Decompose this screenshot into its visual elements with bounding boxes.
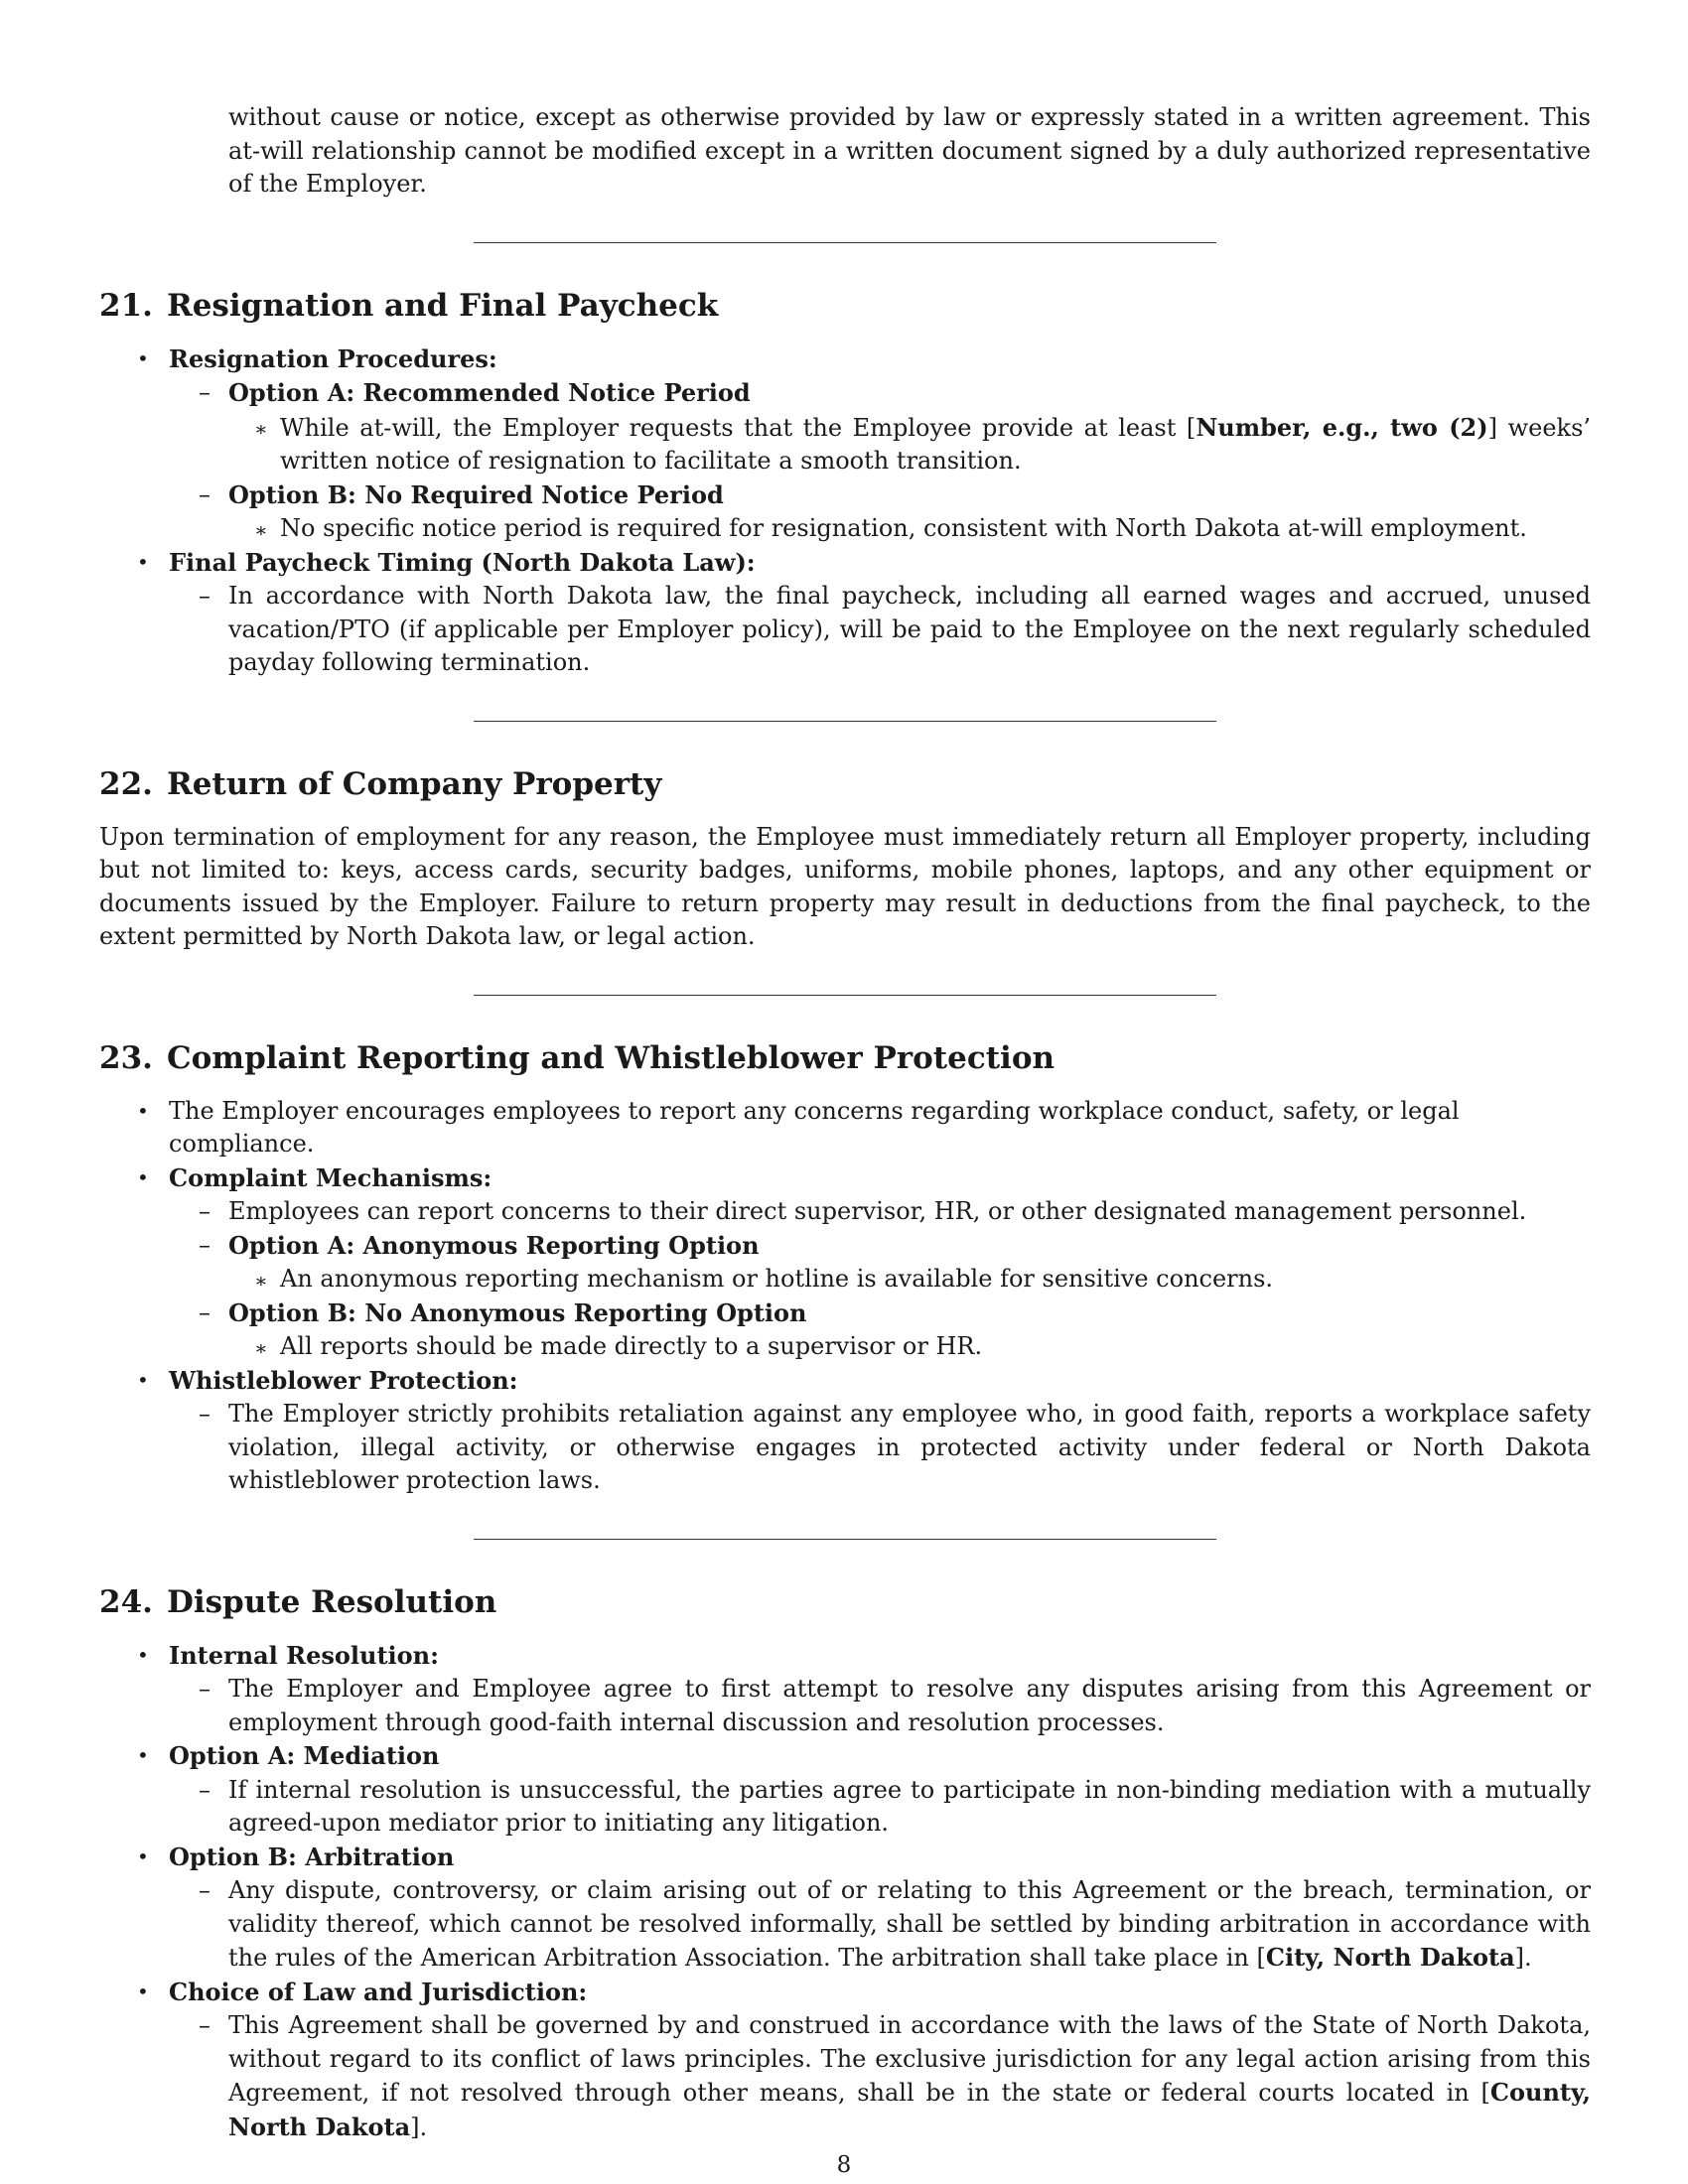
text-fragment: ] weeks’ written notice of resignation to facilitate a smooth transition. [280,413,1592,475]
list-item [169,478,1591,546]
list-item [169,1774,1591,1841]
item-text: Employees can report concerns to their direct supervisor, HR, or other designated management personnel. [228,1197,1527,1225]
list-item [99,342,1591,546]
option-label: Option B: No Required Notice Period [228,479,724,509]
bullet-icon: • [137,1642,149,1667]
item-text: An anonymous reporting mechanism or hotline is available for sensitive concerns. [280,1265,1274,1293]
bullet-list [99,342,1591,680]
item-text: In accordance with North Dakota law, the final paycheck, including all earned wages and accrued, unused vacation/PTO (if applicable per Employer policy), will be paid to the Employee on the next regularly scheduled payday following termination. [228,582,1591,676]
list-item [169,1398,1591,1498]
item-text: All reports should be made directly to a supervisor or HR. [280,1332,983,1360]
item-label: Resignation Procedures: [169,343,497,373]
placeholder-field: County, North Dakota [228,2078,1591,2141]
list-item [228,1263,1591,1297]
section-22 [99,764,1591,954]
option-label: Option A: Recommended Notice Period [228,378,751,407]
text-fragment: ]. [1514,1944,1532,1972]
asterisk-icon: ∗ [254,518,268,542]
sub-sub-list [228,1330,1591,1364]
option-label: Option B: No Anonymous Reporting Option [228,1297,807,1327]
section-number: 21. [99,287,153,324]
list-item [99,1639,1591,1740]
list-item [99,1364,1591,1498]
list-item [169,1297,1591,1364]
list-item [228,411,1591,478]
sub-list [169,580,1591,680]
item-label: Choice of Law and Jurisdiction: [169,1977,588,2006]
item-text: If internal resolution is unsuccessful, the parties agree to participate in non-binding mediation with a mutually agreed-upon mediator prior to initiating any litigation. [228,1775,1591,1837]
item-label: Internal Resolution: [169,1640,439,1670]
dash-icon: – [199,1230,211,1259]
item-label: Final Paycheck Timing (North Dakota Law): [169,547,756,577]
sub-sub-list [228,1263,1591,1297]
bullet-icon: • [137,1843,149,1868]
text-fragment: While at-will, the Employer requests that the Employee provide at least [ [280,413,1196,442]
item-text: No specific notice period is required for resignation, consistent with North Dakota at-will employment. [280,514,1527,542]
list-item [228,1330,1591,1364]
list-item [99,1841,1591,1976]
sub-list [169,376,1591,546]
sub-list [169,1673,1591,1739]
section-number: 23. [99,1039,153,1076]
section-divider [474,995,1216,996]
sub-sub-list [228,411,1591,478]
continuation-paragraph: without cause or notice, except as otherwise provided by law or expressly stated in a written agreement. This at-will relationship cannot be modified except in a written document signed by a duly authorized representative of the Employer. [228,103,1591,198]
list-item [99,546,1591,680]
page-content [99,101,1591,2144]
text-fragment: Any dispute, controversy, or claim arising out of or relating to this Agreement or the breach, termination, or validity thereof, which cannot be resolved informally, shall be settled by binding arbitration in accordance with the rules of the American Arbitration Association. The arbitration shall take place in [ [228,1876,1591,1972]
dash-icon: – [199,582,211,610]
section-divider [474,721,1216,722]
list-item [169,1229,1591,1297]
bullet-icon: • [137,1367,149,1392]
dash-icon: – [199,1197,211,1225]
asterisk-icon: ∗ [254,416,268,441]
item-label: Whistleblower Protection: [169,1365,518,1395]
section-divider [474,242,1216,243]
bullet-icon: • [137,1979,149,2003]
list-item [99,1739,1591,1841]
dash-icon: – [199,1775,211,1804]
text-fragment: ]. [410,2113,428,2141]
list-item [169,1673,1591,1739]
section-21 [99,286,1591,680]
bullet-icon: • [137,345,149,370]
option-label: Option B: Arbitration [169,1842,455,1871]
option-label: Option A: Mediation [169,1741,440,1770]
list-item [99,1976,1591,2145]
sub-sub-list [228,512,1591,546]
list-item [169,2009,1591,2144]
list-item [99,1095,1591,1161]
section-heading [99,1038,1591,1078]
sub-list [169,2009,1591,2144]
section-paragraph: Upon termination of employment for any reason, the Employee must immediately return all Employer property, including but not limited to: keys, access cards, security badges, uniforms, mobile phones, laptops, and any other equipment or documents issued by the Employer. Failure to return property may result in deductions from the final paycheck, to the extent permitted by North Dakota law, or legal action. [99,822,1591,950]
bullet-list [99,1095,1591,1498]
bullet-icon: • [137,549,149,574]
sub-list [169,1195,1591,1364]
section-divider [474,1539,1216,1540]
section-heading [99,1582,1591,1622]
asterisk-icon: ∗ [254,1269,268,1293]
bullet-list [99,1639,1591,2145]
dash-icon: – [199,1297,211,1326]
option-label: Option A: Anonymous Reporting Option [228,1230,760,1260]
sub-list [169,1774,1591,1841]
sub-list [169,1874,1591,1976]
dash-icon: – [199,378,211,406]
section-title: Complaint Reporting and Whistleblower Protection [166,1039,1055,1076]
dash-icon: – [199,2011,211,2039]
bullet-icon: • [137,1164,149,1189]
text-fragment: This Agreement shall be governed by and construed in accordance with the laws of the State of North Dakota, without regard to its conflict of laws principles. The exclusive jurisdiction for any legal action arising from this Agreement, if not resolved through other means, shall be in the state or federal courts located in [ [228,2011,1591,2107]
list-item [228,512,1591,546]
section-heading [99,764,1591,804]
section-23 [99,1038,1591,1498]
bullet-icon: • [137,1743,149,1767]
section-title: Resignation and Final Paycheck [166,287,719,324]
bullet-icon: • [137,1098,149,1123]
list-item [169,376,1591,478]
section-title: Return of Company Property [166,765,662,802]
page-number: 8 [836,2152,852,2178]
list-item [169,580,1591,680]
placeholder-field: City, North Dakota [1265,1943,1515,1972]
dash-icon: – [199,1675,211,1703]
section-heading [99,286,1591,326]
item-text: The Employer strictly prohibits retaliation against any employee who, in good faith, reports a workplace safety violation, illegal activity, or otherwise engages in protected activity under federal or North Dakota whistleblower protection laws. [228,1400,1591,1494]
placeholder-field: Number, e.g., two (2) [1196,412,1488,442]
item-text: The Employer encourages employees to report any concerns regarding workplace conduct, safety, or legal compliance. [169,1096,1460,1158]
item-text: The Employer and Employee agree to first attempt to resolve any disputes arising from this Agreement or employment through good-faith internal discussion and resolution processes. [228,1675,1591,1736]
list-item [99,1161,1591,1364]
dash-icon: – [199,1400,211,1428]
asterisk-icon: ∗ [254,1336,268,1360]
list-item [169,1874,1591,1976]
dash-icon: – [199,1876,211,1904]
list-item [169,1195,1591,1229]
dash-icon: – [199,479,211,508]
section-number: 24. [99,1583,153,1620]
section-number: 22. [99,765,153,802]
sub-list [169,1398,1591,1498]
section-24 [99,1582,1591,2145]
item-label: Complaint Mechanisms: [169,1162,492,1192]
section-title: Dispute Resolution [166,1583,497,1620]
